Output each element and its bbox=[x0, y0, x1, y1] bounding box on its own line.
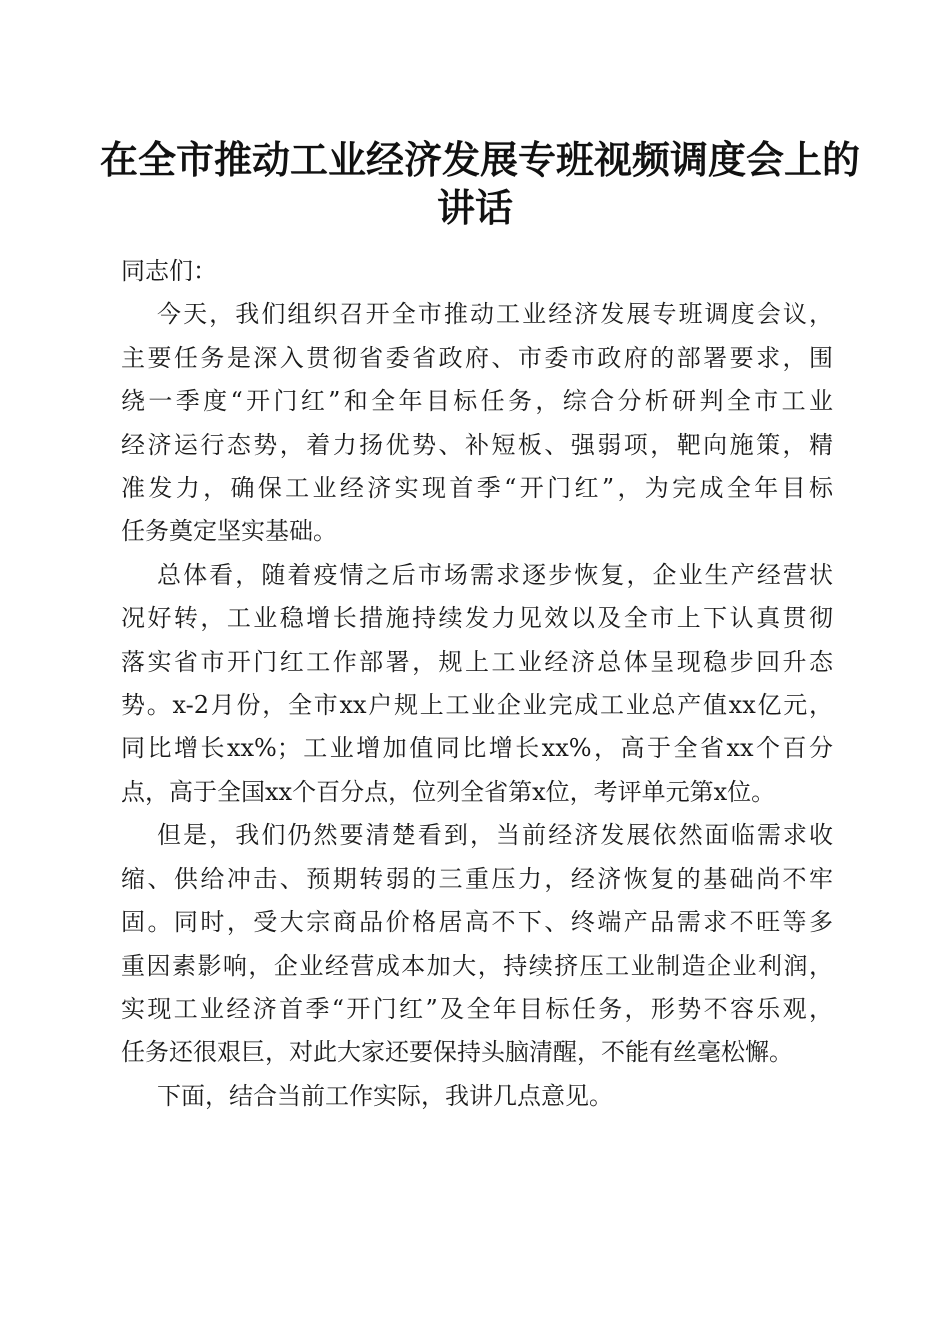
paragraph-1 bbox=[121, 293, 833, 553]
salutation: 同志们： bbox=[121, 257, 217, 285]
paragraph-line: 但是，我们仍然要清楚看到，当前经济发展依然面临需求收 bbox=[157, 821, 833, 850]
paragraph-line: 落实省市开门红工作部署，规上工业经济总体呈现稳步回升态 bbox=[121, 647, 833, 676]
paragraph-line: 实现工业经济首季“开门红”及全年目标任务，形势不容乐观， bbox=[121, 994, 833, 1023]
paragraph-line: 点，高于全国xx个百分点，位列全省第x位，考评单元第x位。 bbox=[121, 777, 776, 806]
paragraph-line: 任务还很艰巨，对此大家还要保持头脑清醒，不能有丝毫松懈。 bbox=[121, 1038, 793, 1067]
title-line-1: 在全市推动工业经济发展专班视频调度会上的 bbox=[100, 137, 861, 182]
paragraph-line: 今天，我们组织召开全市推动工业经济发展专班调度会议， bbox=[157, 300, 833, 329]
paragraph-line: 重因素影响，企业经营成本加大，持续挤压工业制造企业利润， bbox=[121, 951, 833, 980]
paragraph-line: 下面，结合当前工作实际，我讲几点意见。 bbox=[157, 1081, 613, 1110]
paragraph-line: 况好转，工业稳增长措施持续发力见效以及全市上下认真贯彻 bbox=[121, 604, 833, 633]
paragraph-line: 势。x-2月份，全市xx户规上工业企业完成工业总产值xx亿元， bbox=[121, 691, 833, 720]
paragraph-line: 任务奠定坚实基础。 bbox=[121, 517, 337, 546]
paragraph-line: 绕一季度“开门红”和全年目标任务，综合分析研判全市工业 bbox=[121, 387, 833, 416]
paragraph-line: 主要任务是深入贯彻省委省政府、市委市政府的部署要求，围 bbox=[121, 343, 833, 372]
paragraph-4 bbox=[121, 1075, 833, 1118]
document-title bbox=[100, 136, 861, 232]
paragraph-line: 固。同时，受大宗商品价格居高不下、终端产品需求不旺等多 bbox=[121, 908, 833, 937]
paragraph-line: 缩、供给冲击、预期转弱的三重压力，经济恢复的基础尚不牢 bbox=[121, 864, 833, 893]
title-line-2: 讲话 bbox=[436, 185, 513, 230]
paragraph-line: 总体看，随着疫情之后市场需求逐步恢复，企业生产经营状 bbox=[157, 560, 833, 589]
paragraph-line: 准发力，确保工业经济实现首季“开门红”，为完成全年目标 bbox=[121, 474, 833, 503]
paragraph-line: 经济运行态势，着力扬优势、补短板、强弱项，靶向施策，精 bbox=[121, 430, 833, 459]
paragraph-2 bbox=[121, 554, 833, 814]
document-body bbox=[121, 250, 833, 1118]
paragraph-3 bbox=[121, 814, 833, 1074]
paragraph-line: 同比增长xx%；工业增加值同比增长xx%，高于全省xx个百分 bbox=[121, 734, 833, 763]
